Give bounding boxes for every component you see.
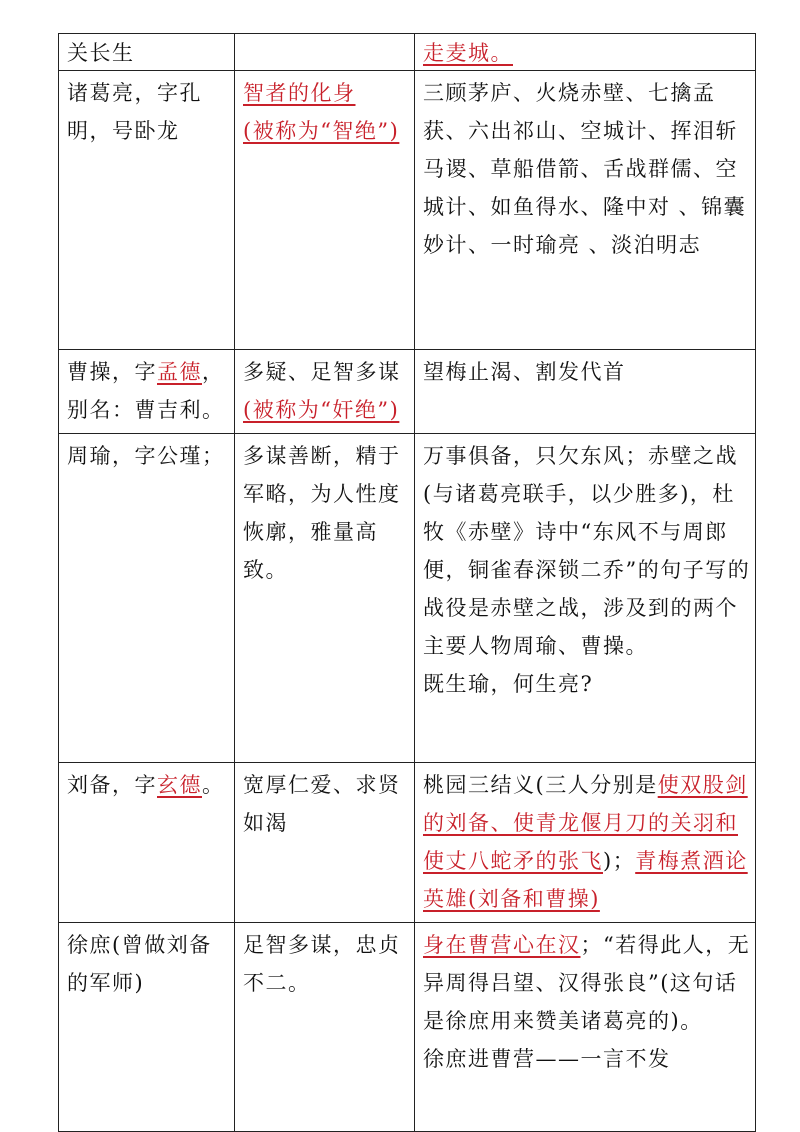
deeds-cell bbox=[415, 350, 756, 434]
deeds-highlight: 身在曹营心在汉 bbox=[423, 933, 581, 957]
deeds-cell bbox=[415, 71, 756, 350]
trait-cell bbox=[235, 434, 415, 763]
name-text-rest: ，别名：曹吉利。 bbox=[67, 360, 225, 422]
deeds-text-line2: 徐庶进曹营——一言不发 bbox=[423, 1047, 671, 1071]
deeds-text: 三顾茅庐、火烧赤壁、七擒孟获、六出祁山、空城计、挥泪斩马谡、草船借箭、舌战群儒、空城计、如鱼得水、隆中对 、锦囊妙计、一时瑜亮 、淡泊明志 bbox=[423, 81, 747, 257]
trait-highlight: 智者的化身 bbox=[243, 81, 356, 105]
deeds-cell bbox=[415, 923, 756, 1132]
table-row bbox=[59, 763, 756, 923]
name-cell bbox=[59, 763, 235, 923]
deeds-text: 万事俱备，只欠东风；赤壁之战(与诸葛亮联手，以少胜多)，杜牧《赤壁》诗中“东风不与周郎便，铜雀春深锁二乔”的句子写的战役是赤壁之战，涉及到的两个主要人物周瑜、曹操。 bbox=[423, 444, 751, 658]
deeds-highlight-2: 青梅煮酒论英雄(刘备和曹操) bbox=[423, 849, 748, 911]
name-cell bbox=[59, 34, 235, 71]
name-text: 徐庶(曾做刘备的军师) bbox=[67, 933, 212, 995]
trait-nickname: (被称为“奸绝”) bbox=[243, 398, 400, 422]
name-text: 曹操，字 bbox=[67, 360, 157, 384]
trait-cell bbox=[235, 350, 415, 434]
trait-nickname: (被称为“智绝”) bbox=[243, 119, 400, 143]
table-row bbox=[59, 350, 756, 434]
table-row bbox=[59, 923, 756, 1132]
name-text-rest: 。 bbox=[202, 773, 225, 797]
table-row bbox=[59, 34, 756, 71]
deeds-cell bbox=[415, 34, 756, 71]
trait-cell bbox=[235, 71, 415, 350]
deeds-highlight: 使双股剑的刘备、使青龙偃月刀的关羽和使丈八蛇矛的张飞 bbox=[423, 773, 748, 873]
courtesy-name: 玄德 bbox=[157, 773, 202, 797]
table-row bbox=[59, 71, 756, 350]
name-text: 关长生 bbox=[67, 41, 135, 65]
deeds-text: ；“若得此人，无异周得吕望、汉得张良”(这句话是徐庶用来赞美诸葛亮的)。 bbox=[423, 933, 751, 1033]
trait-text: 多疑、足智多谋 bbox=[243, 360, 401, 384]
name-text: 周瑜，字公瑾； bbox=[67, 444, 225, 468]
trait-cell bbox=[235, 923, 415, 1132]
name-text: 诸葛亮，字孔明，号卧龙 bbox=[67, 81, 202, 143]
name-cell bbox=[59, 350, 235, 434]
name-cell bbox=[59, 434, 235, 763]
trait-cell bbox=[235, 34, 415, 71]
deeds-cell bbox=[415, 763, 756, 923]
trait-text: 多谋善断，精于军略，为人性度恢廓，雅量高致。 bbox=[243, 444, 401, 582]
name-cell bbox=[59, 923, 235, 1132]
deeds-cell bbox=[415, 434, 756, 763]
table-row bbox=[59, 434, 756, 763]
name-cell bbox=[59, 71, 235, 350]
deeds-text: 望梅止渴、割发代首 bbox=[423, 360, 626, 384]
trait-text: 宽厚仁爱、求贤如渴 bbox=[243, 773, 401, 835]
deeds-text-mid: )； bbox=[603, 849, 636, 873]
characters-table bbox=[58, 33, 756, 1132]
trait-cell bbox=[235, 763, 415, 923]
deeds-highlight: 走麦城。 bbox=[423, 41, 513, 65]
deeds-text-line2: 既生瑜，何生亮? bbox=[423, 672, 594, 696]
trait-text: 足智多谋，忠贞不二。 bbox=[243, 933, 401, 995]
courtesy-name: 孟德 bbox=[157, 360, 202, 384]
deeds-text: 桃园三结义(三人分别是 bbox=[423, 773, 658, 797]
name-text: 刘备，字 bbox=[67, 773, 157, 797]
